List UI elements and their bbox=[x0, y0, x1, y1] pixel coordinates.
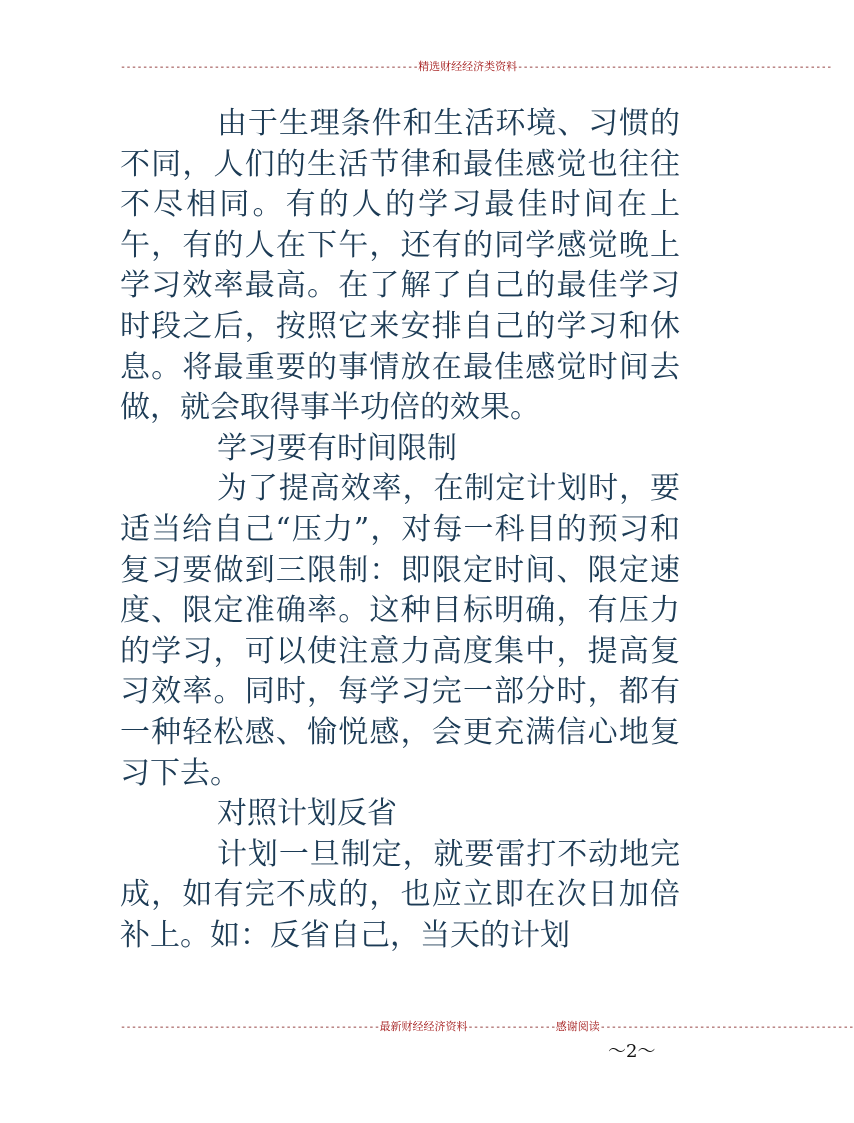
section-heading-time-limit: 学习要有时间限制 bbox=[217, 430, 457, 466]
footer-rule-left: ----------------------------------------------- bbox=[120, 1022, 380, 1033]
section-heading-reflect-on-plan: 对照计划反省 bbox=[217, 796, 397, 832]
page-header bbox=[120, 60, 832, 75]
header-rule-left: ------------------------------------------------------ bbox=[120, 62, 419, 73]
paragraph-3: 计划一旦制定，就要雷打不动地完成，如有完不成的，也应立即在次日加倍补上。如：反省自己，当天的计划 bbox=[120, 836, 680, 953]
page-number: ～2～ bbox=[608, 1041, 656, 1062]
footer-rule-right: ---------------------------------------------- bbox=[599, 1022, 854, 1033]
header-label: 精选财经经济类资料 bbox=[418, 60, 518, 73]
footer-rule-middle: ---------------- bbox=[467, 1022, 556, 1033]
paragraph-1: 由于生理条件和生活环境、习惯的不同，人们的生活节律和最佳感觉也往往不尽相同。有的人的学习最佳时间在上午，有的人在下午，还有的同学感觉晚上学习效率最高。在了解了自己的最佳学习时段之后，按照它来安排自己的学习和休息。将最重要的事情放在最佳感觉时间去做，就会取得事半功倍的效果。 bbox=[120, 106, 680, 426]
paragraph-2: 为了提高效率，在制定计划时，要适当给自己“压力”，对每一科目的预习和复习要做到三限制：即限定时间、限定速度、限定准确率。这种目标明确，有压力的学习，可以使注意力高度集中，提高复习效率。同时，每学习完一部分时，都有一种轻松感、愉悦感，会更充满信心地复习下去。 bbox=[120, 471, 680, 791]
footer-label-1: 最新财经经济资料 bbox=[379, 1020, 468, 1033]
page-footer bbox=[120, 1020, 854, 1035]
header-rule-right: --------------------------------------------------------- bbox=[517, 62, 832, 73]
document-body bbox=[120, 104, 680, 956]
footer-label-2: 感谢阅读 bbox=[555, 1020, 600, 1033]
